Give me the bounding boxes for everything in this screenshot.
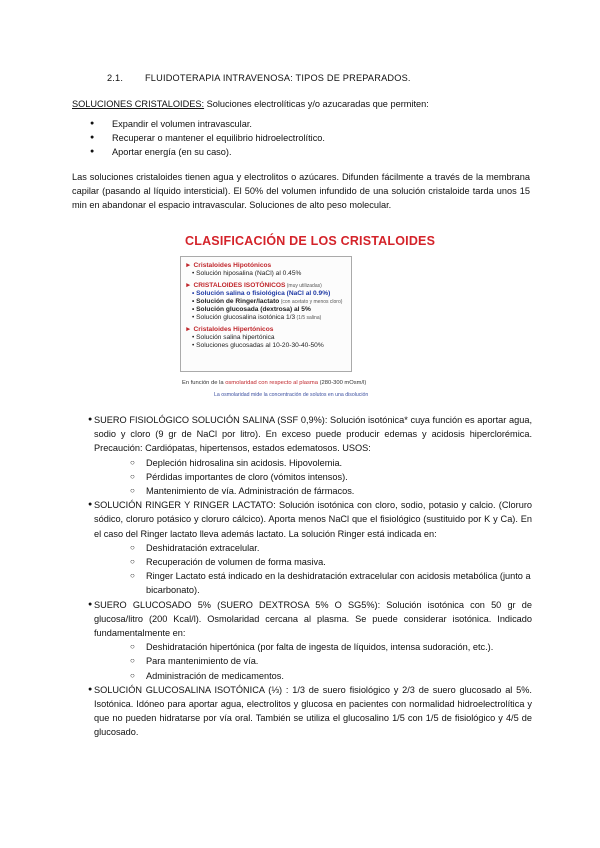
figure-group-hypertonic [185,326,347,350]
figure-group-isotonic [185,282,347,322]
sub-list-item: ○ Pérdidas importantes de cloro (vómitos intensos). [130,471,348,482]
sub-list-item: ○ Mantenimiento de vía. Administración de fármacos. [130,486,355,497]
classification-figure [180,256,352,372]
figure-item: • Solución salina hipertónica [192,334,275,341]
figure-subcaption: La osmolaridad mide la concentración de solutos en una disolución [214,392,369,398]
arrow-icon: ► [185,326,192,333]
figure-item: • Solución salina o fisiológica (NaCl al 0.9%) [192,290,331,297]
purpose-list [72,117,325,159]
list-item: ● SOLUCIÓN RINGER Y RINGER LACTATO: Solución isotónica con cloro, sodio, potasio y calcio. (Cloruro sódico, cloruro potásico y cloruro cálcico). Aporta menos NaCl que el fisiológico (sustituido por K y Ca). En el caso del Ringer lactato lleva además lactato. La solución Ringer está indicada en: [88,500,532,539]
sub-list-item: ○ Ringer Lactato está indicado en la deshidratación extracelular con acidosis metabólica (junto a bicarbonato). [130,571,531,596]
figure-title: CLASIFICACIÓN DE LOS CRISTALOIDES [185,234,436,248]
figure-item: • Solución de Ringer/lactato (con acetato y menos cloro) [192,298,343,305]
intro-text: Soluciones electrolíticas y/o azucaradas que permiten: [204,99,429,109]
description-paragraph: Las soluciones cristaloides tienen agua y electrolitos o azúcares. Difunden fácilmente a través de la membrana capilar (pasando al líquido intersticial). El 50% del volumen infundido de una solución cristaloide tarda unos 15 min en abandonar el espacio intravascular. Soluciones de alto peso molecular. [72,172,530,211]
section-heading [107,73,411,83]
list-item: ● SUERO FISIOLÓGICO SOLUCIÓN SALINA (SSF 0,9%): Solución isotónica* cuya función es aportar agua, sodio y cloro (9 gr de NaCl por litro). En exceso puede producir edemas y acidosis hiperclorémica. Precaución: Cardiópatas, hipertensos, estados edematosos. USOS: [88,415,532,454]
figure-item: • Solución glucosada (dextrosa) al 5% [192,306,311,313]
section-number: 2.1. [107,73,124,83]
list-item: ● Recuperar o mantener el equilibrio hidroelectrolítico. [72,131,325,145]
group-title: Cristaloides Hipertónicos [193,326,274,333]
cristaloides-intro [72,99,429,109]
list-item: ● SOLUCIÓN GLUCOSALINA ISOTÓNICA (⅓) : 1/3 de suero fisiológico y 2/3 de suero glucosado al 5%. Isotónica. Idóneo para aportar agua, electrolitos y glucosa en pacientes con normalidad hidroelectrolítica y que no pueden hidratarse por vía oral. También se utiliza el glucosalino 1/5 con 1/5 de fisiológico y 4/5 de glucosado. [88,684,532,738]
solutions-list [72,413,532,740]
list-item: ● Expandir el volumen intravascular. [72,117,325,131]
group-title: Cristaloides Hipotónicos [193,262,272,269]
figure-caption: En función de la osmolaridad con respecto al plasma (280-300 mOsm/l) [182,380,367,386]
arrow-icon: ► [185,282,192,289]
sub-list-item: ○ Deshidratación hipertónica (por falta de ingesta de líquidos, intensa sudoración, etc.). [130,642,494,653]
sub-list-item: ○ Recuperación de volumen de forma masiva. [130,557,326,568]
figure-group-hypotonic [185,262,347,278]
figure-item: • Solución hiposalina (NaCl) al 0.45% [192,270,302,277]
group-note: (muy utilizadas) [285,283,322,289]
sub-list-item: ○ Deshidratación extracelular. [130,542,260,553]
sub-list-item: ○ Depleción hidrosalina sin acidosis. Hipovolemia. [130,457,343,468]
figure-item: • Solución glucosalina isotónica 1/3 (1/5 salina) [192,314,322,321]
group-title: CRISTALOIDES ISOTÓNICOS [193,282,286,289]
sub-list-item: ○ Administración de medicamentos. [130,670,284,681]
sub-list-item: ○ Para mantenimiento de vía. [130,656,259,667]
arrow-icon: ► [185,262,192,269]
list-item: ● SUERO GLUCOSADO 5% (SUERO DEXTROSA 5% O SG5%): Solución isotónica con 50 gr de glucosa/litro (200 Kcal/l). Osmolaridad cercana al plasma. Se puede considerar isotónica. Indicado fundamentalmente en: [88,599,532,639]
figure-item: • Soluciones glucosadas al 10-20-30-40-50% [192,342,324,349]
section-title: FLUIDOTERAPIA INTRAVENOSA: TIPOS DE PREPARADOS. [145,73,411,83]
list-item: ● Aportar energía (en su caso). [72,145,325,159]
intro-label: SOLUCIONES CRISTALOIDES: [72,99,205,109]
